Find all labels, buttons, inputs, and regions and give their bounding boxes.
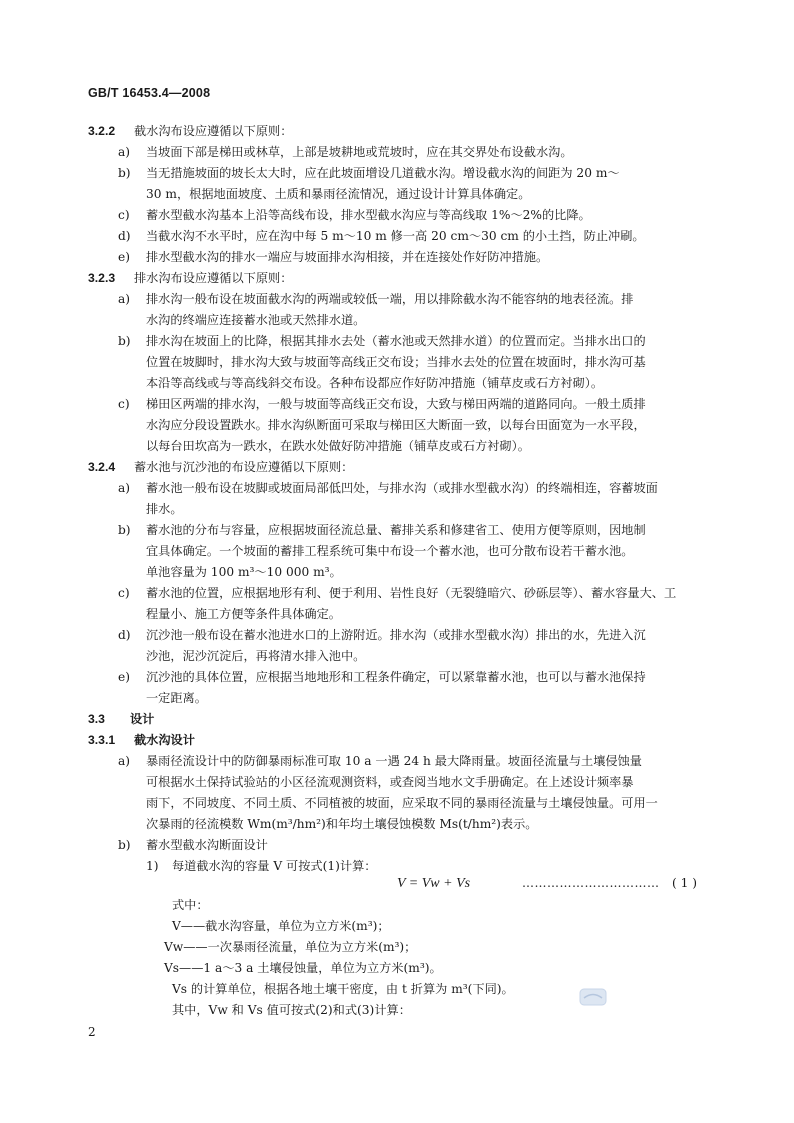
item-text: 雨下，不同坡度、不同土质、不同植被的坡面，应采取不同的暴雨径流量与土壤侵蚀量。可用一 bbox=[146, 796, 658, 810]
item-text: 30 m，根据地面坡度、土质和暴雨径流情况，通过设计计算具体确定。 bbox=[146, 187, 531, 201]
section-3-2-4 bbox=[88, 459, 353, 475]
item-label: a) bbox=[118, 292, 131, 306]
section-3-3 bbox=[88, 711, 154, 727]
where-label: 式中： bbox=[172, 898, 209, 912]
section-number: 3.2.2 bbox=[88, 124, 116, 138]
section-3-2-2 bbox=[88, 123, 292, 139]
page-number: 2 bbox=[88, 1025, 96, 1039]
section-number: 3.2.4 bbox=[88, 460, 116, 474]
item-text: 蓄水池的位置，应根据地形有利、便于利用、岩性良好（无裂缝暗穴、砂砾层等）、蓄水容量大、工 bbox=[146, 586, 677, 600]
item-text: 排水型截水沟的排水一端应与坡面排水沟相接，并在连接处作好防冲措施。 bbox=[146, 250, 549, 264]
section-number: 3.3 bbox=[88, 712, 105, 726]
item-label: d) bbox=[118, 628, 131, 642]
equation-1: V = Vw + Vs bbox=[397, 876, 471, 891]
section-title: 蓄水池与沉沙池的布设应遵循以下原则： bbox=[134, 460, 354, 474]
item-label: a) bbox=[118, 754, 131, 768]
variable-note: Vs 的计算单位，根据各地土壤干密度，由 t 折算为 m³(下同)。 bbox=[172, 982, 514, 996]
item-text: 水沟的终端应连接蓄水池或天然排水道。 bbox=[146, 313, 366, 327]
sub-item-label: 1) bbox=[146, 859, 159, 873]
item-text: 排水。 bbox=[146, 502, 183, 516]
item-text: 次暴雨的径流模数 Wm(m³/hm²)和年均土壤侵蚀模数 Ms(t/hm²)表示。 bbox=[146, 817, 538, 831]
variable-definition: Vw——一次暴雨径流量，单位为立方米(m³)； bbox=[164, 940, 417, 954]
equation-leader-dots: …………………………… bbox=[522, 876, 660, 890]
item-text: 沉沙池的具体位置，应根据当地地形和工程条件确定，可以紧靠蓄水池，也可以与蓄水池保持 bbox=[146, 670, 646, 684]
item-text: 以每台田坎高为一跌水，在跌水处做好防冲措施（铺草皮或石方衬砌）。 bbox=[146, 439, 530, 453]
section-3-3-1 bbox=[88, 732, 195, 748]
variable-definition: Vs——1 a～3 a 土壤侵蚀量，单位为立方米(m³)。 bbox=[164, 961, 442, 975]
standard-header: GB/T 16453.4—2008 bbox=[88, 86, 211, 100]
item-label: c) bbox=[118, 586, 130, 600]
equation-number: ( 1 ) bbox=[672, 876, 698, 890]
section-title: 截水沟布设应遵循以下原则： bbox=[134, 124, 293, 138]
variable-note: 其中，Vw 和 Vs 值可按式(2)和式(3)计算： bbox=[172, 1003, 411, 1017]
item-label: e) bbox=[118, 250, 130, 264]
item-text: 蓄水池的分布与容量，应根据坡面径流总量、蓄排关系和修建省工、使用方便等原则，因地制 bbox=[146, 523, 646, 537]
item-label: a) bbox=[118, 145, 131, 159]
item-text: 当截水沟不水平时，应在沟中每 5 m～10 m 修一高 20 cm～30 cm 的小土挡，防止冲刷。 bbox=[146, 229, 645, 243]
watermark-logo-icon bbox=[579, 987, 607, 1007]
item-label: b) bbox=[118, 523, 131, 537]
item-text: 水沟应分段设置跌水。排水沟纵断面可采取与梯田区大断面一致，以每台田面宽为一水平段， bbox=[146, 418, 646, 432]
item-label: a) bbox=[118, 481, 131, 495]
item-text: 蓄水池一般布设在坡脚或坡面局部低凹处，与排水沟（或排水型截水沟）的终端相连，容蓄坡面 bbox=[146, 481, 658, 495]
section-title: 设计 bbox=[130, 712, 155, 726]
item-text: 可根据水土保持试验站的小区径流观测资料，或查阅当地水文手册确定。在上述设计频率暴 bbox=[146, 775, 634, 789]
sub-item-text: 每道截水沟的容量 V 可按式(1)计算： bbox=[172, 859, 377, 873]
item-text: 程量小、施工方便等条件具体确定。 bbox=[146, 607, 341, 621]
item-label: e) bbox=[118, 670, 130, 684]
item-text: 排水沟一般布设在坡面截水沟的两端或较低一端，用以排除截水沟不能容纳的地表径流。排 bbox=[146, 292, 634, 306]
item-label: d) bbox=[118, 229, 131, 243]
item-text: 沉沙池一般布设在蓄水池进水口的上游附近。排水沟（或排水型截水沟）排出的水，先进入沉 bbox=[146, 628, 646, 642]
item-text: 排水沟在坡面上的比降，根据其排水去处（蓄水池或天然排水道）的位置而定。当排水出口的 bbox=[146, 334, 646, 348]
item-text: 沙池，泥沙沉淀后，再将清水排入池中。 bbox=[146, 649, 366, 663]
item-text: 当无措施坡面的坡长太大时，应在此坡面增设几道截水沟。增设截水沟的间距为 20 m～ bbox=[146, 166, 620, 180]
item-label: c) bbox=[118, 397, 130, 411]
section-3-2-3 bbox=[88, 270, 292, 286]
item-text: 当坡面下部是梯田或林草，上部是坡耕地或荒坡时，应在其交界处布设截水沟。 bbox=[146, 145, 573, 159]
variable-definition: V——截水沟容量，单位为立方米(m³)； bbox=[172, 919, 390, 933]
section-title: 截水沟设计 bbox=[134, 733, 195, 747]
item-label: b) bbox=[118, 838, 131, 852]
item-text: 蓄水型截水沟断面设计 bbox=[146, 838, 268, 852]
section-title: 排水沟布设应遵循以下原则： bbox=[134, 271, 293, 285]
item-text: 宜具体确定。一个坡面的蓄排工程系统可集中布设一个蓄水池，也可分散布设若干蓄水池。 bbox=[146, 544, 634, 558]
item-text: 单池容量为 100 m³～10 000 m³。 bbox=[146, 565, 342, 579]
section-number: 3.2.3 bbox=[88, 271, 116, 285]
item-text: 本沿等高线或与等高线斜交布设。各种布设都应作好防冲措施（铺草皮或石方衬砌）。 bbox=[146, 376, 604, 390]
item-label: b) bbox=[118, 166, 131, 180]
item-text: 一定距离。 bbox=[146, 691, 207, 705]
section-number: 3.3.1 bbox=[88, 733, 116, 747]
item-text: 蓄水型截水沟基本上沿等高线布设，排水型截水沟应与等高线取 1%～2%的比降。 bbox=[146, 208, 591, 222]
item-text: 位置在坡脚时，排水沟大致与坡面等高线正交布设；当排水去处的位置在坡面时，排水沟可基 bbox=[146, 355, 646, 369]
item-label: c) bbox=[118, 208, 130, 222]
item-text: 梯田区两端的排水沟，一般与坡面等高线正交布设，大致与梯田两端的道路同向。一般土质排 bbox=[146, 397, 646, 411]
item-text: 暴雨径流设计中的防御暴雨标准可取 10 a 一遇 24 h 最大降雨量。坡面径流量与土壤侵蚀量 bbox=[146, 754, 642, 768]
item-label: b) bbox=[118, 334, 131, 348]
